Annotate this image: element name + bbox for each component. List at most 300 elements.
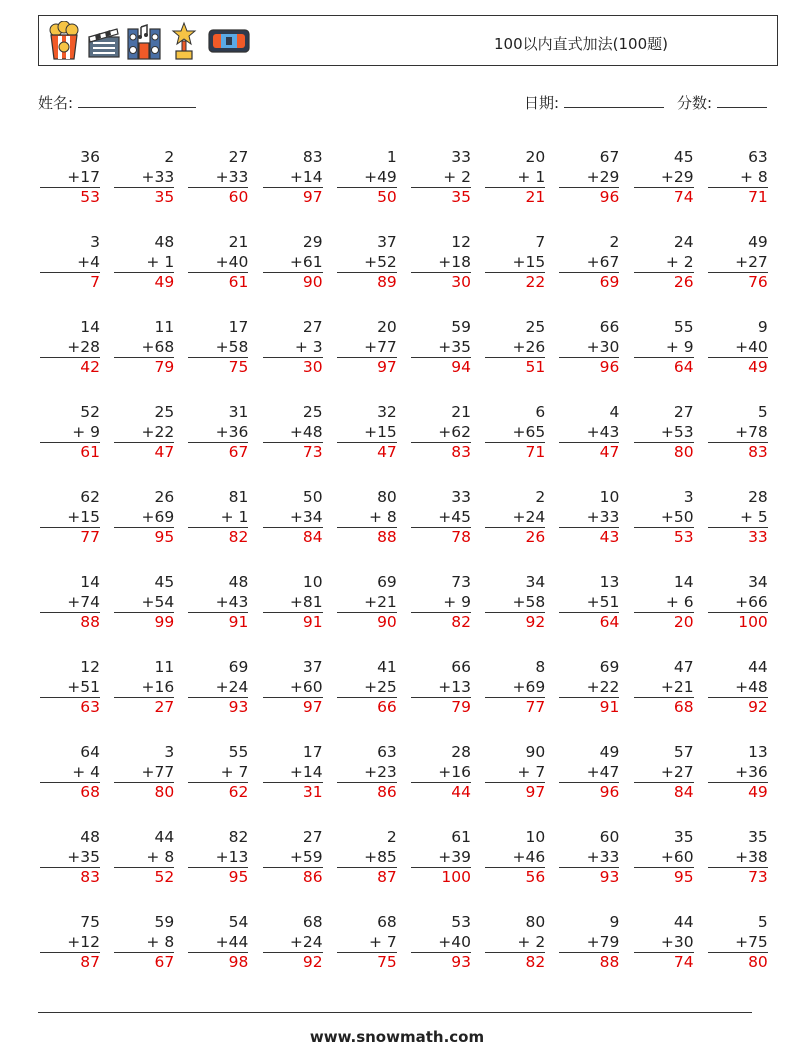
addition-problem (337, 828, 397, 894)
addition-problem (485, 403, 545, 469)
addend-top: 11 (149, 318, 175, 336)
addend-top: 27 (297, 318, 323, 336)
addend-bottom: +47 (559, 763, 619, 784)
addition-problem (708, 403, 768, 469)
addition-problem (485, 913, 545, 979)
addend-top: 73 (446, 573, 471, 591)
addend-top: 10 (594, 488, 620, 506)
addend-bottom: +40 (708, 338, 768, 359)
answer: 86 (302, 868, 323, 886)
addend-bottom: +45 (411, 508, 471, 529)
addend-top: 81 (223, 488, 249, 506)
addition-problem (263, 573, 323, 639)
addition-problem (114, 658, 174, 724)
addition-problem (40, 488, 100, 554)
answer: 68 (673, 698, 694, 716)
addend-bottom: +52 (337, 253, 397, 274)
addend-top: 68 (297, 913, 323, 931)
addition-problem (337, 233, 397, 299)
answer: 44 (451, 783, 471, 801)
score-field (677, 92, 767, 113)
answer: 74 (673, 953, 694, 971)
addend-bottom: +21 (634, 678, 694, 699)
answer: 75 (228, 358, 249, 376)
footer-site: www.snowmath.com (309, 1028, 485, 1046)
addend-bottom: + 2 (485, 933, 545, 954)
answer: 33 (748, 528, 768, 546)
addend-bottom: + 7 (188, 763, 248, 784)
addend-bottom: +40 (188, 253, 248, 274)
addition-problem (188, 403, 248, 469)
addend-bottom: +33 (188, 168, 248, 189)
answer: 76 (748, 273, 768, 291)
answer: 26 (673, 273, 694, 291)
addend-bottom: +26 (485, 338, 545, 359)
answer: 91 (302, 613, 323, 631)
addend-top: 17 (297, 743, 323, 761)
addend-bottom: +24 (188, 678, 248, 699)
answer: 93 (599, 868, 620, 886)
addition-problem (188, 913, 248, 979)
addition-problem (40, 913, 100, 979)
addend-top: 8 (530, 658, 546, 676)
addend-top: 66 (446, 658, 471, 676)
addend-bottom: +33 (114, 168, 174, 189)
answer: 68 (80, 783, 100, 801)
answer: 74 (673, 188, 694, 206)
addend-bottom: +85 (337, 848, 397, 869)
addend-top: 12 (446, 233, 471, 251)
addend-top: 57 (668, 743, 694, 761)
addend-top: 20 (372, 318, 397, 336)
answer: 27 (154, 698, 175, 716)
answer: 82 (451, 613, 471, 631)
addend-bottom: + 2 (411, 168, 471, 189)
addend-top: 10 (520, 828, 546, 846)
answer: 66 (377, 698, 397, 716)
answer: 93 (228, 698, 249, 716)
answer: 84 (673, 783, 694, 801)
addend-top: 59 (446, 318, 471, 336)
addition-problem (411, 233, 471, 299)
addition-problem (559, 658, 619, 724)
answer: 96 (599, 783, 620, 801)
addend-bottom: +17 (40, 168, 100, 189)
addend-bottom: +75 (708, 933, 768, 954)
addend-bottom: +16 (114, 678, 174, 699)
addition-problem (485, 233, 545, 299)
addend-top: 35 (743, 828, 768, 846)
addend-top: 2 (604, 233, 620, 251)
addend-bottom: + 3 (263, 338, 323, 359)
addition-problem (337, 148, 397, 214)
addition-problem (337, 573, 397, 639)
addend-top: 82 (223, 828, 249, 846)
addition-problem (411, 743, 471, 809)
addition-problem (188, 233, 248, 299)
addition-problem (40, 743, 100, 809)
addition-problem (559, 148, 619, 214)
score-blank-line[interactable] (717, 92, 767, 108)
addition-problem (559, 488, 619, 554)
film-ticket-icon (207, 21, 251, 61)
answer: 30 (451, 273, 471, 291)
addition-problem (708, 828, 768, 894)
addend-bottom: +68 (114, 338, 174, 359)
answer: 49 (748, 358, 768, 376)
popcorn-icon (47, 21, 81, 61)
addition-problem (337, 318, 397, 384)
addend-bottom: +34 (263, 508, 323, 529)
addition-problem (337, 658, 397, 724)
addend-top: 80 (520, 913, 546, 931)
addend-top: 75 (75, 913, 100, 931)
answer: 78 (451, 528, 471, 546)
answer: 84 (302, 528, 323, 546)
answer: 87 (80, 953, 100, 971)
answer: 73 (748, 868, 768, 886)
addend-top: 13 (594, 573, 620, 591)
addend-bottom: +50 (634, 508, 694, 529)
addend-top: 25 (297, 403, 323, 421)
addend-bottom: +36 (188, 423, 248, 444)
addition-problem (485, 743, 545, 809)
addend-bottom: +14 (263, 168, 323, 189)
addend-bottom: + 5 (708, 508, 768, 529)
addend-bottom: + 7 (337, 933, 397, 954)
addition-problem (485, 828, 545, 894)
addition-problem (485, 573, 545, 639)
addend-bottom: +46 (485, 848, 545, 869)
answer: 49 (748, 783, 768, 801)
addend-bottom: +13 (188, 848, 248, 869)
addend-bottom: + 4 (40, 763, 100, 784)
answer: 92 (302, 953, 323, 971)
addition-problem (40, 233, 100, 299)
name-label: 姓名: (38, 94, 74, 112)
addition-problem (708, 148, 768, 214)
addend-bottom: +33 (559, 508, 619, 529)
addend-bottom: +23 (337, 763, 397, 784)
addend-bottom: +28 (40, 338, 100, 359)
addend-bottom: +69 (485, 678, 545, 699)
addend-bottom: +22 (559, 678, 619, 699)
addend-bottom: + 8 (708, 168, 768, 189)
clapperboard-icon (87, 21, 121, 61)
addend-top: 5 (753, 403, 768, 421)
addend-top: 52 (75, 403, 100, 421)
answer: 69 (599, 273, 620, 291)
addition-problem (634, 743, 694, 809)
addition-problem (114, 913, 174, 979)
addition-problem (40, 658, 100, 724)
addend-bottom: +33 (559, 848, 619, 869)
addition-problem (114, 488, 174, 554)
answer: 82 (525, 953, 546, 971)
addend-top: 59 (149, 913, 175, 931)
addend-bottom: +49 (337, 168, 397, 189)
addend-bottom: +39 (411, 848, 471, 869)
addition-problem (411, 488, 471, 554)
addend-bottom: +69 (114, 508, 174, 529)
answer: 82 (228, 528, 249, 546)
addend-top: 9 (604, 913, 620, 931)
date-blank-line[interactable] (564, 92, 664, 108)
addition-problem (114, 318, 174, 384)
addend-bottom: +65 (485, 423, 545, 444)
addend-bottom: +44 (188, 933, 248, 954)
answer: 47 (154, 443, 175, 461)
addend-top: 11 (149, 658, 175, 676)
answer: 87 (377, 868, 397, 886)
addend-bottom: +81 (263, 593, 323, 614)
addend-top: 26 (149, 488, 175, 506)
addend-top: 31 (223, 403, 249, 421)
answer: 93 (451, 953, 471, 971)
addend-top: 83 (297, 148, 323, 166)
addition-problem (263, 318, 323, 384)
answer: 80 (673, 443, 694, 461)
addend-top: 48 (223, 573, 249, 591)
addend-top: 2 (382, 828, 397, 846)
answer: 35 (154, 188, 175, 206)
addition-problem (634, 488, 694, 554)
addition-problem (114, 573, 174, 639)
answer: 88 (377, 528, 397, 546)
addition-problem (411, 403, 471, 469)
addend-top: 47 (668, 658, 694, 676)
addition-problem (411, 913, 471, 979)
addend-bottom: +66 (708, 593, 768, 614)
answer: 20 (673, 613, 694, 631)
answer: 96 (599, 358, 620, 376)
addend-bottom: +43 (559, 423, 619, 444)
addend-bottom: +77 (337, 338, 397, 359)
addend-top: 44 (149, 828, 175, 846)
addend-top: 4 (604, 403, 620, 421)
addition-problem (263, 828, 323, 894)
addition-problem (263, 743, 323, 809)
addend-top: 14 (75, 318, 100, 336)
addend-top: 20 (520, 148, 546, 166)
addend-top: 27 (223, 148, 249, 166)
answer: 86 (377, 783, 397, 801)
answer: 71 (748, 188, 768, 206)
addition-problem (40, 573, 100, 639)
answer: 53 (80, 188, 100, 206)
answer: 71 (525, 443, 546, 461)
addend-top: 44 (743, 658, 768, 676)
addend-top: 35 (668, 828, 694, 846)
addition-problem (634, 658, 694, 724)
addend-top: 45 (668, 148, 694, 166)
answer: 90 (302, 273, 323, 291)
worksheet-header (38, 15, 778, 66)
addition-problem (634, 913, 694, 979)
addend-bottom: +78 (708, 423, 768, 444)
addend-top: 63 (743, 148, 768, 166)
answer: 83 (80, 868, 100, 886)
answer: 79 (451, 698, 471, 716)
addition-problem (708, 233, 768, 299)
answer: 61 (80, 443, 100, 461)
answer: 99 (154, 613, 175, 631)
addition-problem (634, 318, 694, 384)
addend-bottom: +74 (40, 593, 100, 614)
addition-problem (634, 828, 694, 894)
addition-problem (188, 658, 248, 724)
answer: 89 (377, 273, 397, 291)
addend-bottom: +53 (634, 423, 694, 444)
addend-top: 13 (743, 743, 768, 761)
addend-bottom: +35 (40, 848, 100, 869)
addition-problem (634, 573, 694, 639)
addend-bottom: +15 (40, 508, 100, 529)
answer: 61 (228, 273, 249, 291)
addend-bottom: +59 (263, 848, 323, 869)
answer: 67 (154, 953, 175, 971)
trophy-icon (167, 21, 201, 61)
answer: 97 (377, 358, 397, 376)
answer: 90 (377, 613, 397, 631)
addition-problem (411, 318, 471, 384)
answer: 67 (228, 443, 249, 461)
addition-problem (411, 573, 471, 639)
addend-top: 3 (85, 233, 100, 251)
addend-bottom: +43 (188, 593, 248, 614)
addition-problem (263, 913, 323, 979)
addend-top: 68 (372, 913, 397, 931)
answer: 63 (80, 698, 100, 716)
addend-bottom: +15 (485, 253, 545, 274)
answer: 30 (302, 358, 323, 376)
answer: 56 (525, 868, 546, 886)
addend-top: 34 (520, 573, 546, 591)
addend-top: 21 (446, 403, 471, 421)
addition-problem (559, 573, 619, 639)
addend-bottom: +67 (559, 253, 619, 274)
addend-top: 33 (446, 148, 471, 166)
addend-bottom: +61 (263, 253, 323, 274)
addition-problem (263, 403, 323, 469)
addend-top: 34 (743, 573, 768, 591)
addition-problem (188, 148, 248, 214)
answer: 97 (525, 783, 546, 801)
addend-bottom: +18 (411, 253, 471, 274)
addend-bottom: + 6 (634, 593, 694, 614)
answer: 91 (599, 698, 620, 716)
addend-top: 69 (223, 658, 249, 676)
addend-bottom: + 8 (114, 933, 174, 954)
addition-problem (634, 233, 694, 299)
addition-problem (559, 913, 619, 979)
answer: 97 (302, 698, 323, 716)
addend-top: 28 (743, 488, 768, 506)
addition-problem (634, 148, 694, 214)
addend-bottom: + 1 (485, 168, 545, 189)
worksheet-title: 100以内直式加法(100题) (494, 35, 668, 53)
answer: 88 (599, 953, 620, 971)
answer: 91 (228, 613, 249, 631)
addend-top: 25 (149, 403, 175, 421)
addend-bottom: +54 (114, 593, 174, 614)
addition-problem (188, 488, 248, 554)
addend-bottom: + 1 (188, 508, 248, 529)
addition-problem (559, 233, 619, 299)
addend-top: 69 (372, 573, 397, 591)
addend-top: 37 (297, 658, 323, 676)
addition-problem (40, 318, 100, 384)
answer: 50 (377, 188, 397, 206)
addend-top: 66 (594, 318, 620, 336)
addend-bottom: +29 (559, 168, 619, 189)
answer: 21 (525, 188, 546, 206)
addend-top: 29 (297, 233, 323, 251)
addend-bottom: + 8 (337, 508, 397, 529)
addend-top: 63 (372, 743, 397, 761)
answer: 31 (302, 783, 323, 801)
addend-top: 3 (678, 488, 694, 506)
addend-bottom: +62 (411, 423, 471, 444)
addend-bottom: +79 (559, 933, 619, 954)
answer: 62 (228, 783, 249, 801)
addend-bottom: +24 (485, 508, 545, 529)
name-field (38, 92, 196, 113)
addend-bottom: +13 (411, 678, 471, 699)
addend-bottom: + 9 (411, 593, 471, 614)
addend-top: 9 (753, 318, 768, 336)
addition-problem (411, 828, 471, 894)
answer: 77 (525, 698, 546, 716)
addition-problem (411, 658, 471, 724)
addend-bottom: +16 (411, 763, 471, 784)
addend-bottom: +29 (634, 168, 694, 189)
name-blank-line[interactable] (78, 92, 196, 108)
addend-top: 25 (520, 318, 546, 336)
addend-top: 54 (223, 913, 249, 931)
addition-problem (485, 148, 545, 214)
addition-problem (40, 828, 100, 894)
addend-top: 48 (75, 828, 100, 846)
addend-bottom: + 9 (40, 423, 100, 444)
addend-top: 90 (520, 743, 546, 761)
addend-bottom: +60 (263, 678, 323, 699)
answer: 43 (599, 528, 620, 546)
addend-bottom: +77 (114, 763, 174, 784)
addend-bottom: +60 (634, 848, 694, 869)
addend-bottom: + 8 (114, 848, 174, 869)
addend-bottom: +38 (708, 848, 768, 869)
addition-problem (40, 148, 100, 214)
addend-bottom: +30 (634, 933, 694, 954)
addition-problem (337, 743, 397, 809)
addition-problem (559, 318, 619, 384)
addend-top: 6 (530, 403, 546, 421)
addend-top: 14 (668, 573, 694, 591)
addend-bottom: +27 (634, 763, 694, 784)
addend-bottom: +51 (40, 678, 100, 699)
answer: 80 (748, 953, 768, 971)
addend-top: 10 (297, 573, 323, 591)
addend-bottom: +27 (708, 253, 768, 274)
addition-problem (485, 658, 545, 724)
addition-problem (708, 488, 768, 554)
date-label: 日期: (524, 94, 560, 112)
header-icons (47, 20, 251, 62)
addend-top: 27 (297, 828, 323, 846)
answer: 77 (80, 528, 100, 546)
addend-top: 62 (75, 488, 100, 506)
